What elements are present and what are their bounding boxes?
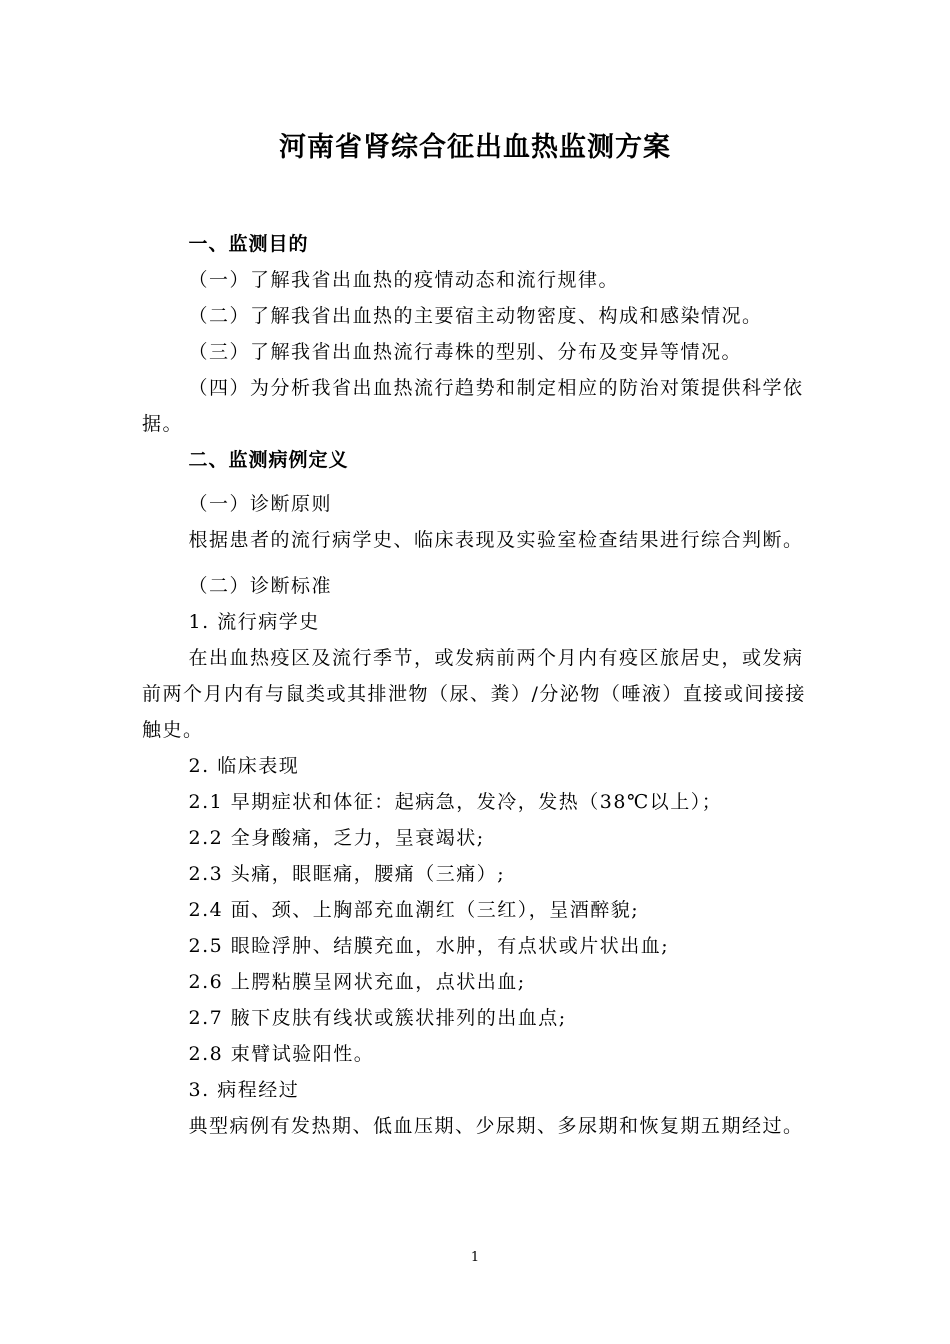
point-heading-clinical: 2. 临床表现 <box>188 755 300 777</box>
document-title: 河南省肾综合征出血热监测方案 <box>279 132 671 163</box>
clinical-item-2-1: 2.1 早期症状和体征：起病急，发冷，发热（38℃以上）； <box>188 791 723 813</box>
purpose-item-4: （四）为分析我省出血热流行趋势和制定相应的防治对策提供科学依据。 <box>142 377 804 435</box>
course-text: 典型病例有发热期、低血压期、少尿期、多尿期和恢复期五期经过。 <box>188 1115 804 1137</box>
point-heading-course: 3. 病程经过 <box>188 1079 300 1101</box>
diagnosis-principle-text: 根据患者的流行病学史、临床表现及实验室检查结果进行综合判断。 <box>188 529 804 551</box>
clinical-item-2-4: 2.4 面、颈、上胸部充血潮红（三红），呈酒醉貌; <box>188 899 640 921</box>
epidemiology-text: 在出血热疫区及流行季节，或发病前两个月内有疫区旅居史，或发病前两个月内有与鼠类或其排泄物（尿、粪）/分泌物（唾液）直接或间接接触史。 <box>142 647 806 741</box>
purpose-item-2: （二）了解我省出血热的主要宿主动物密度、构成和感染情况。 <box>188 305 763 327</box>
purpose-item-1: （一）了解我省出血热的疫情动态和流行规律。 <box>188 269 620 291</box>
clinical-item-2-8: 2.8 束臂试验阳性。 <box>188 1043 375 1065</box>
purpose-item-3: （三）了解我省出血热流行毒株的型别、分布及变异等情况。 <box>188 341 743 363</box>
document-body <box>142 226 822 1144</box>
subsection-heading-diagnosis-principle: （一）诊断原则 <box>188 493 333 515</box>
subsection-heading-diagnosis-criteria: （二）诊断标准 <box>188 575 333 597</box>
section-heading-case-definition: 二、监测病例定义 <box>188 449 349 471</box>
clinical-item-2-3: 2.3 头痛，眼眶痛，腰痛（三痛）; <box>188 863 506 885</box>
section-heading-monitoring-purpose: 一、监测目的 <box>188 233 309 255</box>
clinical-item-2-6: 2.6 上腭粘膜呈网状充血，点状出血; <box>188 971 526 993</box>
page-number: 1 <box>470 1250 480 1265</box>
clinical-item-2-7: 2.7 腋下皮肤有线状或簇状排列的出血点; <box>188 1007 567 1029</box>
clinical-item-2-2: 2.2 全身酸痛，乏力，呈衰竭状; <box>188 827 485 849</box>
point-heading-epidemiology: 1. 流行病学史 <box>188 611 320 633</box>
clinical-item-2-5: 2.5 眼睑浮肿、结膜充血，水肿，有点状或片状出血; <box>188 935 670 957</box>
